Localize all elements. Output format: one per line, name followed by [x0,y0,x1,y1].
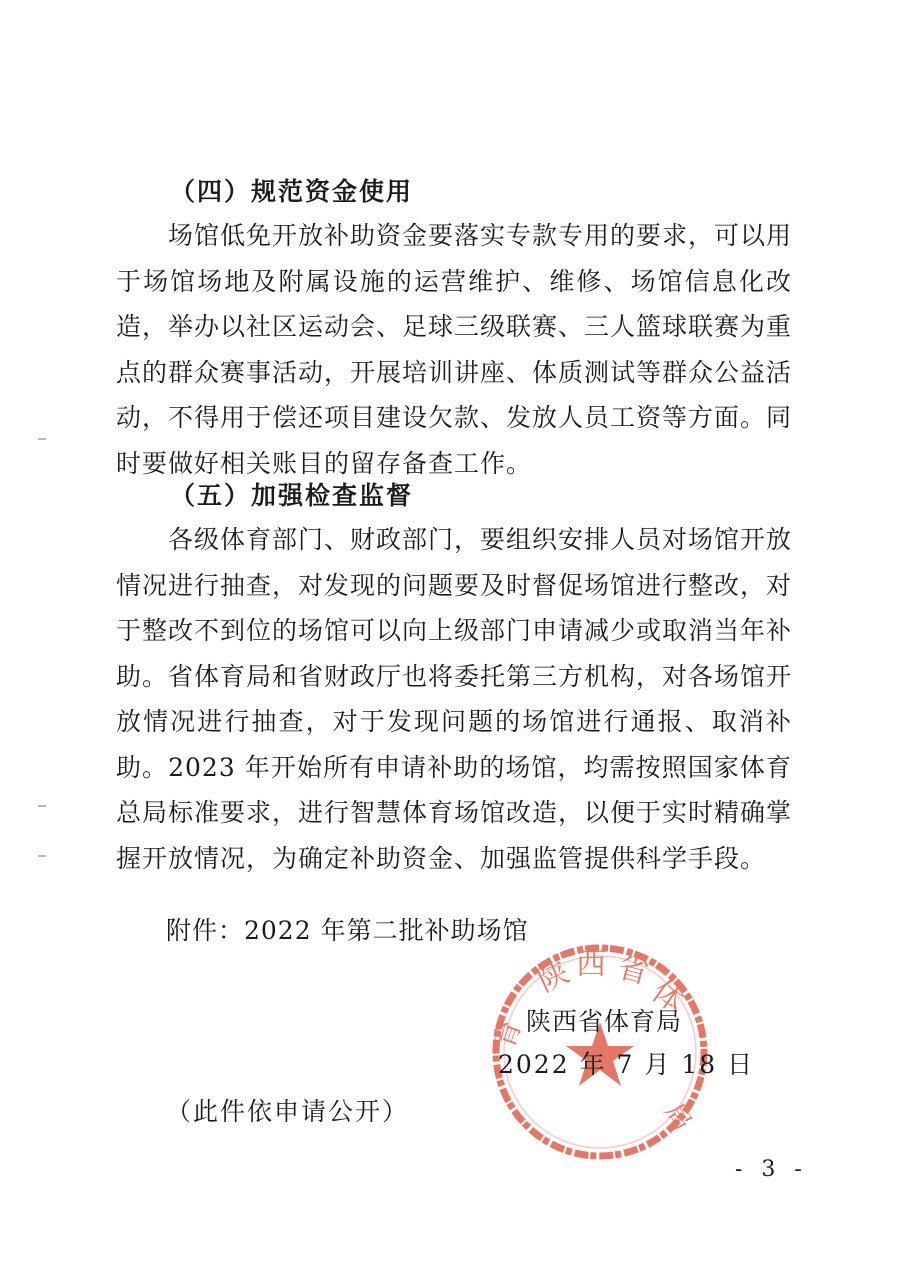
issue-date: 2022 年 7 月 18 日 [498,1050,755,1079]
disclosure-note: （此件依申请公开） [166,1097,410,1126]
section-heading-fund-usage: （四）规范资金使用 [170,177,414,206]
paragraph-fund-usage [116,213,792,486]
scan-margin-mark [38,855,46,857]
issuer-signature: 陕西省体育局 [526,1007,683,1036]
page-number: - 3 - [735,1157,808,1182]
svg-text:省: 省 [613,949,652,992]
svg-text:体: 体 [645,973,691,1020]
paragraph-text: 场馆低免开放补助资金要落实专款专用的要求，可以用于场馆场地及附属设施的运营维护、维修、场馆信息化改造，举办以社区运动会、足球三级联赛、三人篮球联赛为重点的群众赛事活动，开展培训讲座、体质测试等群众公益活动，不得用于偿还项目建设欠款、发放人员工资等方面。同时要做好相关账目的留存备查工作。 [116,221,793,478]
attachment-line: 附件：2022 年第二批补助场馆 [166,916,529,945]
paragraph-text: 各级体育部门、财政部门，要组织安排人员对场馆开放情况进行抽查，对发现的问题要及时督促场馆进行整改，对于整改不到位的场馆可以向上级部门申请减少或取消当年补助。省体育局和省财政厅也将委托第三方机构，对各场馆开放情况进行抽查，对于发现问题的场馆进行通报、取消补助。2023 年开始所有申请补助的场馆，均需按照国家体育总局标准要求，进行智慧体育场馆改造，以便于实时精确掌握开放情况，为确定补助资金、加强监管提供科学手段。 [116,525,793,873]
scan-margin-mark [38,438,46,440]
svg-text:育: 育 [488,1014,529,1053]
svg-text:局: 局 [657,1098,697,1137]
svg-text:陕: 陕 [532,954,575,1000]
paragraph-inspection [116,517,792,881]
scan-margin-mark [38,805,46,807]
section-heading-inspection: （五）加强检查监督 [170,481,414,510]
svg-text:西: 西 [576,947,606,982]
